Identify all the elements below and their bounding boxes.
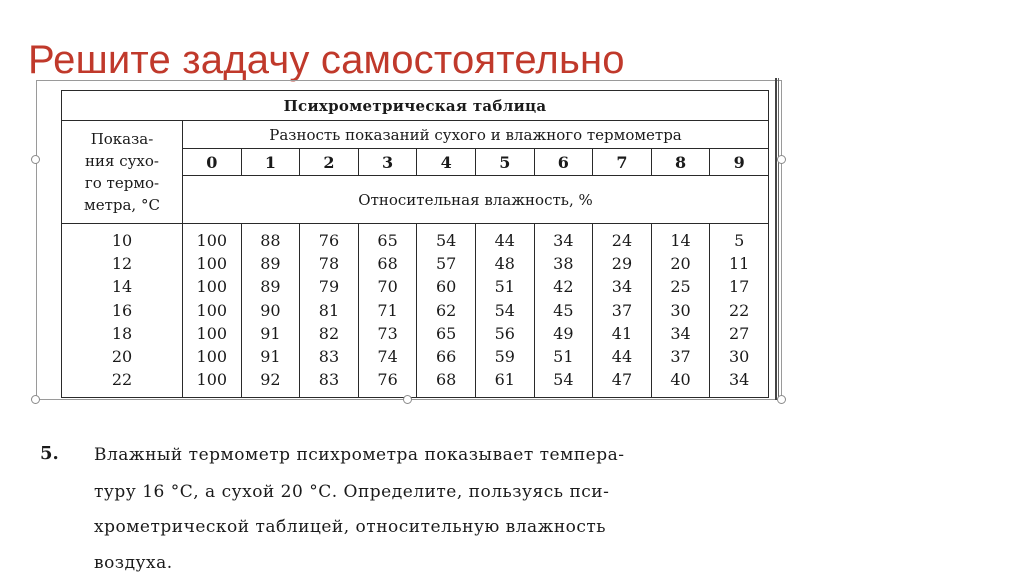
dry-temp-cell: 16 bbox=[111, 300, 133, 320]
humidity-cell: 34 bbox=[553, 231, 574, 250]
humidity-column bbox=[358, 224, 417, 398]
diff-value: 9 bbox=[710, 149, 769, 176]
dry-temp-column bbox=[62, 224, 183, 398]
humidity-cell: 71 bbox=[377, 300, 398, 320]
resize-handle-middle-left[interactable] bbox=[31, 155, 40, 164]
humidity-cell: 82 bbox=[318, 323, 340, 343]
humidity-cell: 59 bbox=[494, 346, 515, 366]
task-line: туру 16 °С, а сухой 20 °С. Определите, пользуясь пси- bbox=[94, 482, 610, 502]
humidity-cell: 29 bbox=[611, 254, 633, 274]
humidity-cell: 30 bbox=[670, 300, 691, 320]
humidity-cell: 68 bbox=[377, 254, 398, 274]
humidity-cell: 100 bbox=[196, 323, 228, 343]
humidity-cell: 92 bbox=[260, 370, 281, 390]
diff-value: 3 bbox=[358, 149, 417, 176]
humidity-column bbox=[241, 224, 300, 398]
humidity-cell: 56 bbox=[494, 323, 515, 343]
humidity-cell: 65 bbox=[435, 323, 457, 343]
humidity-cell: 62 bbox=[435, 300, 457, 320]
dry-temp-cell: 22 bbox=[111, 370, 133, 390]
row-header-line: го термо- bbox=[84, 174, 160, 192]
dry-temp-cell: 14 bbox=[111, 277, 133, 297]
diff-value: 7 bbox=[593, 149, 652, 176]
humidity-column bbox=[710, 224, 769, 398]
humidity-cell: 11 bbox=[728, 254, 750, 274]
humidity-cell: 91 bbox=[260, 323, 281, 343]
dry-temp-cell: 12 bbox=[111, 254, 133, 274]
humidity-cell: 73 bbox=[377, 323, 398, 343]
humidity-cell: 20 bbox=[670, 254, 691, 274]
humidity-cell: 91 bbox=[260, 346, 281, 366]
humidity-column bbox=[417, 224, 476, 398]
humidity-cell: 83 bbox=[318, 370, 340, 390]
humidity-cell: 81 bbox=[318, 300, 340, 320]
humidity-cell: 70 bbox=[377, 277, 398, 297]
humidity-caption: Относительная влажность, % bbox=[183, 176, 769, 224]
task-line: воздуха. bbox=[94, 553, 173, 573]
diff-value: 5 bbox=[475, 149, 534, 176]
humidity-cell: 51 bbox=[494, 277, 515, 297]
humidity-cell: 78 bbox=[318, 254, 340, 274]
humidity-cell: 5 bbox=[734, 231, 745, 250]
humidity-cell: 100 bbox=[196, 231, 228, 250]
diff-value: 2 bbox=[300, 149, 359, 176]
diff-value: 6 bbox=[534, 149, 593, 176]
diff-value: 0 bbox=[183, 149, 242, 176]
difference-caption: Разность показаний сухого и влажного термометра bbox=[183, 121, 769, 149]
humidity-cell: 27 bbox=[728, 323, 750, 343]
humidity-cell: 48 bbox=[494, 254, 515, 274]
humidity-cell: 40 bbox=[670, 370, 691, 390]
humidity-cell: 25 bbox=[670, 277, 691, 297]
humidity-cell: 34 bbox=[728, 370, 750, 390]
humidity-cell: 54 bbox=[435, 231, 457, 250]
humidity-cell: 24 bbox=[611, 231, 633, 250]
humidity-cell: 17 bbox=[728, 277, 750, 297]
resize-handle-middle-right[interactable] bbox=[777, 155, 786, 164]
humidity-cell: 79 bbox=[318, 277, 340, 297]
task-line: Влажный термометр психрометра показывает темпера- bbox=[94, 445, 625, 465]
humidity-column bbox=[183, 224, 242, 398]
humidity-column bbox=[300, 224, 359, 398]
humidity-cell: 41 bbox=[611, 323, 633, 343]
humidity-cell: 100 bbox=[196, 300, 228, 320]
resize-handle-bottom-left[interactable] bbox=[31, 395, 40, 404]
slide-title: Решите задачу самостоятельно bbox=[28, 38, 625, 82]
humidity-cell: 37 bbox=[611, 300, 633, 320]
picture-right-edge bbox=[775, 78, 779, 400]
dry-temp-cell: 18 bbox=[111, 323, 133, 343]
humidity-cell: 65 bbox=[377, 231, 398, 250]
humidity-cell: 30 bbox=[728, 346, 750, 366]
diff-value: 8 bbox=[651, 149, 710, 176]
humidity-cell: 37 bbox=[670, 346, 691, 366]
humidity-column bbox=[593, 224, 652, 398]
diff-value: 4 bbox=[417, 149, 476, 176]
humidity-cell: 47 bbox=[611, 370, 633, 390]
resize-handle-bottom-middle[interactable] bbox=[403, 395, 412, 404]
humidity-cell: 100 bbox=[196, 254, 228, 274]
humidity-cell: 34 bbox=[611, 277, 633, 297]
humidity-cell: 51 bbox=[553, 346, 574, 366]
humidity-cell: 38 bbox=[553, 254, 574, 274]
humidity-cell: 88 bbox=[260, 231, 281, 250]
humidity-cell: 83 bbox=[318, 346, 340, 366]
row-header-line: Показа- bbox=[90, 130, 154, 148]
psychrometric-table bbox=[61, 90, 769, 398]
humidity-cell: 54 bbox=[553, 370, 574, 390]
humidity-cell: 68 bbox=[435, 370, 457, 390]
diff-value: 1 bbox=[241, 149, 300, 176]
table-caption: Психрометрическая таблица bbox=[62, 91, 769, 121]
task-number: 5. bbox=[40, 443, 59, 464]
humidity-cell: 90 bbox=[260, 300, 281, 320]
humidity-cell: 60 bbox=[435, 277, 457, 297]
humidity-cell: 45 bbox=[553, 300, 574, 320]
humidity-cell: 42 bbox=[553, 277, 574, 297]
humidity-cell: 100 bbox=[196, 277, 228, 297]
humidity-cell: 57 bbox=[435, 254, 457, 274]
resize-handle-bottom-right[interactable] bbox=[777, 395, 786, 404]
humidity-column bbox=[475, 224, 534, 398]
humidity-cell: 66 bbox=[435, 346, 457, 366]
humidity-cell: 44 bbox=[611, 346, 633, 366]
humidity-cell: 76 bbox=[377, 370, 398, 390]
humidity-column bbox=[651, 224, 710, 398]
humidity-cell: 54 bbox=[494, 300, 515, 320]
humidity-cell: 44 bbox=[494, 231, 515, 250]
dry-temp-cell: 10 bbox=[111, 231, 133, 250]
humidity-cell: 100 bbox=[196, 370, 228, 390]
task-line: хрометрической таблицей, относительную влажность bbox=[94, 517, 607, 537]
humidity-cell: 76 bbox=[318, 231, 340, 250]
humidity-cell: 14 bbox=[670, 231, 691, 250]
humidity-cell: 22 bbox=[728, 300, 750, 320]
humidity-cell: 49 bbox=[553, 323, 574, 343]
humidity-cell: 74 bbox=[377, 346, 398, 366]
humidity-cell: 100 bbox=[196, 346, 228, 366]
humidity-cell: 89 bbox=[260, 277, 281, 297]
row-header-line: метра, °C bbox=[84, 196, 160, 214]
humidity-column bbox=[534, 224, 593, 398]
row-header-cell bbox=[62, 121, 183, 224]
humidity-cell: 61 bbox=[494, 370, 515, 390]
humidity-cell: 89 bbox=[260, 254, 281, 274]
humidity-cell: 34 bbox=[670, 323, 691, 343]
dry-temp-cell: 20 bbox=[111, 346, 133, 366]
row-header-line: ния сухо- bbox=[84, 152, 159, 170]
